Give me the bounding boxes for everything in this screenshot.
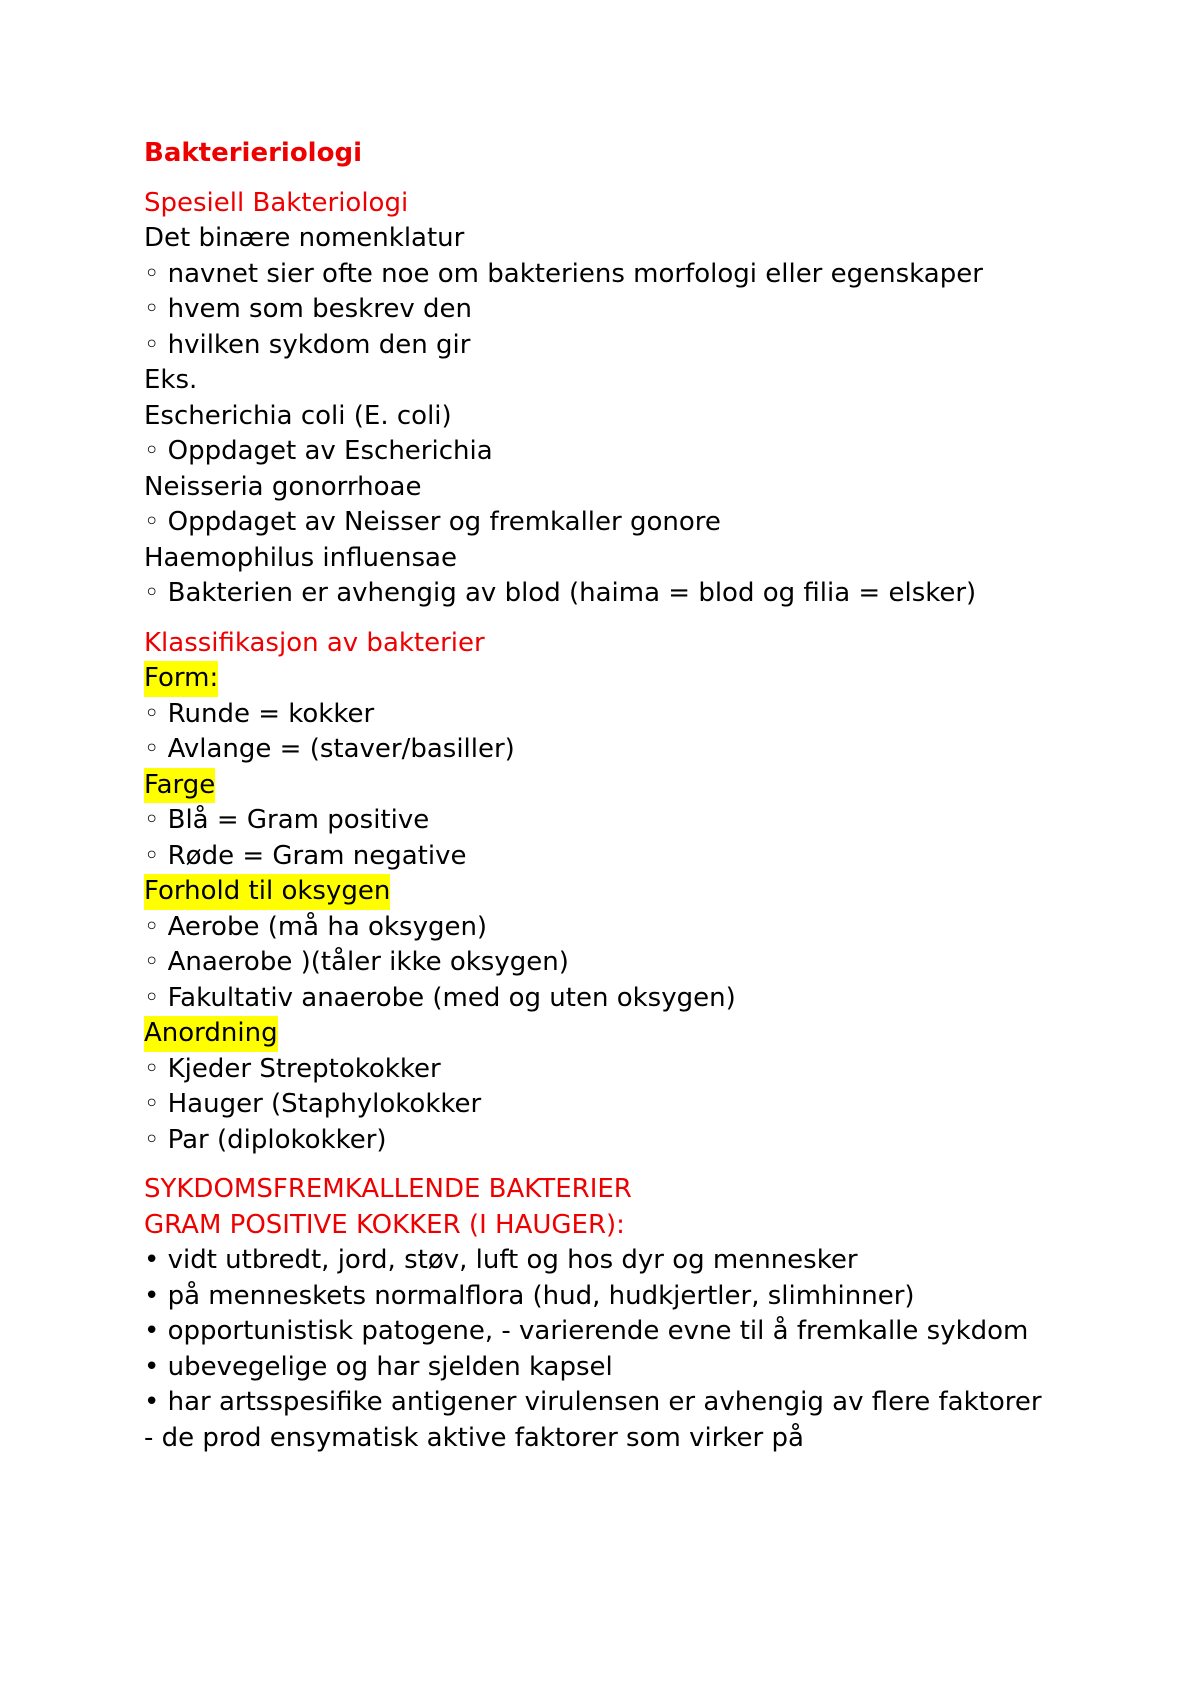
highlighted-label: Anordning xyxy=(144,1016,278,1052)
highlighted-label: Farge xyxy=(144,768,215,804)
list-item: ◦ hvilken sykdom den gir xyxy=(144,329,471,360)
list-item: ◦ hvem som beskrev den xyxy=(144,294,472,324)
text-line: Neisseria gonorrhoae xyxy=(144,471,422,502)
list-item: ◦ Bakterien er avhengig av blod (haima = blod og filia = elsker) xyxy=(144,578,977,608)
section-heading: Spesiell Bakteriologi xyxy=(144,187,409,218)
list-item: ◦ Blå = Gram positive xyxy=(144,805,430,835)
list-item: • på menneskets normalflora (hud, hudkjertler, slimhinner) xyxy=(144,1280,915,1311)
section-subheading: GRAM POSITIVE KOKKER (I HAUGER): xyxy=(144,1209,625,1240)
section-klassifikasjon xyxy=(144,626,1084,1159)
document-title: Bakterieriologi xyxy=(144,138,362,168)
document-page xyxy=(144,136,1084,1456)
list-item: ◦ Røde = Gram negative xyxy=(144,840,467,871)
text-line: Haemophilus influensae xyxy=(144,542,457,573)
list-item: ◦ Avlange = (staver/basiller) xyxy=(144,734,515,764)
list-item: - de prod ensymatisk aktive faktorer som virker på xyxy=(144,1422,804,1453)
list-item: ◦ Oppdaget av Neisser og fremkaller gonore xyxy=(144,507,721,537)
section-heading: SYKDOMSFREMKALLENDE BAKTERIER xyxy=(144,1174,632,1204)
list-item: ◦ Oppdaget av Escherichia xyxy=(144,436,493,466)
list-item: • opportunistisk patogene, - varierende evne til å fremkalle sykdom xyxy=(144,1316,1029,1346)
text-line: Eks. xyxy=(144,365,198,395)
highlighted-label: Form: xyxy=(144,661,218,697)
list-item: ◦ Par (diplokokker) xyxy=(144,1124,387,1155)
section-heading: Klassifikasjon av bakterier xyxy=(144,627,485,658)
list-item: • vidt utbredt, jord, støv, luft og hos dyr og mennesker xyxy=(144,1245,858,1275)
list-item: ◦ Runde = kokker xyxy=(144,698,375,729)
list-item: ◦ Anaerobe )(tåler ikke oksygen) xyxy=(144,947,569,977)
list-item: ◦ navnet sier ofte noe om bakteriens morfologi eller egenskaper xyxy=(144,258,983,289)
list-item: • ubevegelige og har sjelden kapsel xyxy=(144,1351,613,1382)
text-line: Det binære nomenklatur xyxy=(144,223,465,253)
list-item: ◦ Kjeder Streptokokker xyxy=(144,1053,441,1084)
list-item: • har artsspesifike antigener virulensen er avhengig av flere faktorer xyxy=(144,1387,1042,1417)
highlighted-label: Forhold til oksygen xyxy=(144,874,390,910)
list-item: ◦ Fakultativ anaerobe (med og uten oksygen) xyxy=(144,982,736,1013)
list-item: ◦ Hauger (Staphylokokker xyxy=(144,1089,482,1119)
text-line: Escherichia coli (E. coli) xyxy=(144,400,452,431)
section-spesiell-bakteriologi xyxy=(144,186,1084,612)
section-sykdomsfremkallende xyxy=(144,1172,1084,1456)
list-item: ◦ Aerobe (må ha oksygen) xyxy=(144,911,488,942)
